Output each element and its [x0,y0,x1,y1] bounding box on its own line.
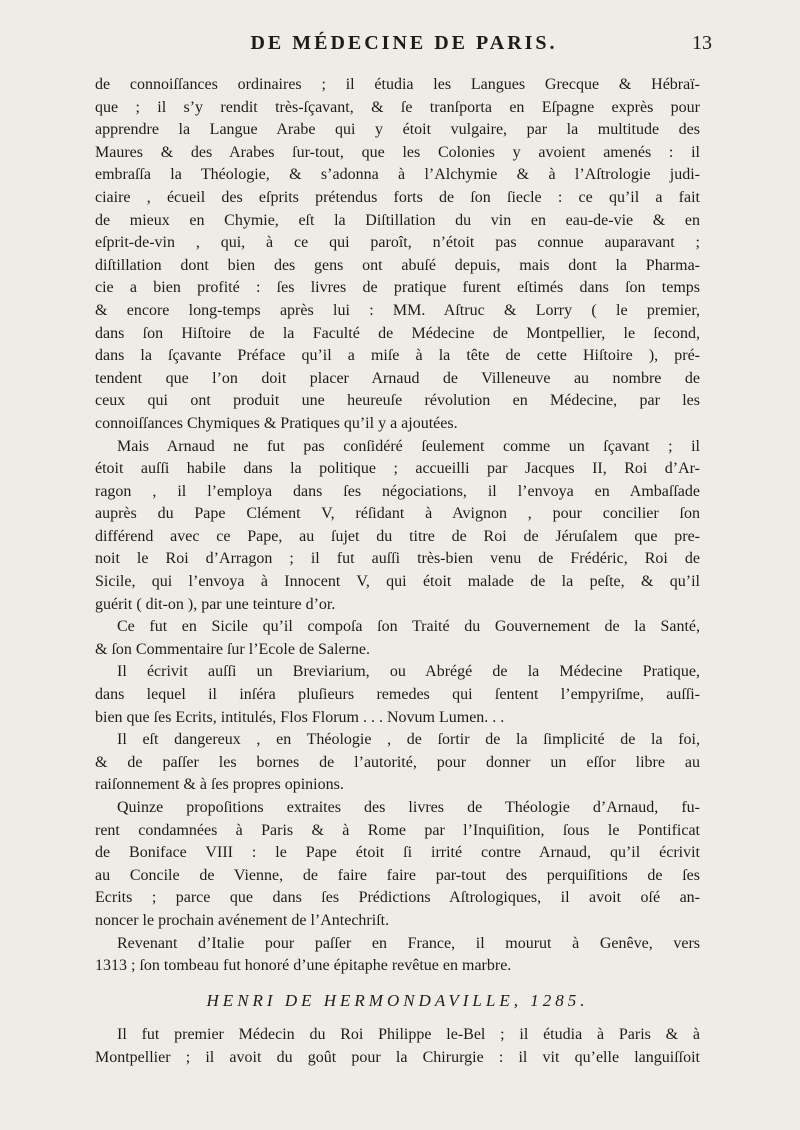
text-line: auprès du Pape Clément V, réſidant à Avignon , pour concilier ſon [95,505,700,523]
body-text [95,74,700,1070]
text-line: noncer le prochain avénement de l’Antechriſt. [95,911,390,929]
text-line: & de paſſer les bornes de l’autorité, pour donner un eſſor libre au [95,753,700,771]
page-header [96,32,712,62]
text-line: embraſſa la Théologie, & s’adonna à l’Alchymie & à l’Aſtrologie judi- [95,166,700,184]
text-line: de Boniface VIII : le Pape étoit ſi irrité contre Arnaud, qu’il écrivit [95,844,700,862]
text-line: raiſonnement & à ſes propres opinions. [95,776,344,794]
text-line: apprendre la Langue Arabe qui y étoit vulgaire, par la multitude des [95,121,700,139]
text-line: connoiſſances Chymiques & Pratiques qu’il y a ajoutées. [95,414,458,432]
text-line: bien que ſes Ecrits, intitulés, Flos Florum . . . Novum Lumen. . . [95,708,505,726]
text-line: différend avec ce Pape, au ſujet du titre de Roi de Jéruſalem que pre- [95,527,700,545]
section-paragraph [95,1024,700,1069]
text-line: Il eſt dangereux , en Théologie , de ſortir de la ſimplicité de la foi, [117,731,700,749]
text-line: au Concile de Vienne, de faire faire par-tout des perquiſitions de ſes [95,866,700,884]
text-line: Il fut premier Médecin du Roi Philippe le-Bel ; il étudia à Paris & à [117,1026,700,1044]
page-number: 13 [692,32,712,54]
text-line: & ſon Commentaire ſur l’Ecole de Salerne. [95,640,371,658]
text-line: que ; il s’y rendit très-ſçavant, & ſe tranſporta en Eſpagne exprès pour [95,98,700,116]
text-line: Montpellier ; il avoit du goût pour la Chirurgie : il vit qu’elle languiſſoit [95,1048,700,1066]
text-line: Quinze propoſitions extraites des livres de Théologie d’Arnaud, fu- [117,799,700,816]
text-line: étoit auſſi habile dans la politique ; accueilli par Jacques II, Roi d’Ar- [95,460,700,478]
text-line: Mais Arnaud ne fut pas conſidéré ſeulement comme un ſçavant ; il [117,437,700,455]
text-line: & encore long-temps après lui : MM. Aſtruc & Lorry ( le premier, [95,301,700,319]
text-line: rent condamnées à Paris & à Rome par l’Inquiſition, ſous le Pontificat [95,821,700,839]
text-line: 1313 ; ſon tombeau fut honoré d’une épitaphe revêtue en marbre. [95,957,512,975]
text-line: ceux qui ont produit une heureuſe révolution en Médecine, par les [95,392,700,410]
text-line: diſtillation dont bien des gens ont abuſé depuis, mais dont la Pharma- [95,256,700,274]
text-line: Revenant d’Italie pour paſſer en France, il mourut à Genêve, vers [117,934,700,952]
text-line: de connoiſſances ordinaires ; il étudia les Langues Grecque & Hébraï- [95,76,700,93]
text-line: ragon , il l’employa dans ſes négociations, il l’envoya en Ambaſſade [95,482,700,500]
text-line: eſprit-de-vin , qui, à ce qui paroît, n’étoit pas connue auparavant ; [95,234,700,252]
text-line: dans ſon Hiſtoire de la Faculté de Médecine de Montpellier, le ſecond, [95,324,700,342]
text-line: dans lequel il inſéra pluſieurs remedes qui ſentent l’empyriſme, auſſi- [95,686,700,704]
text-line: tendent que l’on doit placer Arnaud de Villeneuve au nombre de [95,369,700,387]
text-line: dans la ſçavante Préface qu’il a miſe à la tête de cette Hiſtoire ), pré- [95,347,700,365]
text-line: noit le Roi d’Arragon ; il fut auſſi très-bien venu de Frédéric, Roi de [95,550,700,568]
main-paragraphs [95,74,700,978]
section-title: HENRI DE HERMONDAVILLE, 1285. [206,990,589,1010]
text-line: Ce fut en Sicile qu’il compoſa ſon Traité du Gouvernement de la Santé, [117,618,700,636]
text-line: de mieux en Chymie, eſt la Diſtillation du vin en eau-de-vie & en [95,211,700,229]
text-line: Ecrits ; parce que dans ſes Prédictions Aſtrologiques, il avoit oſé an- [95,889,700,907]
text-line: Il écrivit auſſi un Breviarium, ou Abrégé de la Médecine Pratique, [117,663,700,681]
text-line: cie a bien profité : ſes livres de pratique furent eſtimés dans ſon temps [95,279,700,297]
running-head: DE MÉDECINE DE PARIS. [250,32,558,54]
text-line: ciaire , écueil des eſprits prétendus forts de ſon ſiecle : ce qu’il a fait [95,188,700,206]
text-line: guérit ( dit-on ), par une teinture d’or. [95,595,336,613]
text-line: Maures & des Arabes ſur-tout, que les Colonies y avoient amenés : il [95,143,700,161]
text-line: Sicile, qui l’envoya à Innocent V, qui étoit malade de la peſte, & qu’il [95,573,700,591]
